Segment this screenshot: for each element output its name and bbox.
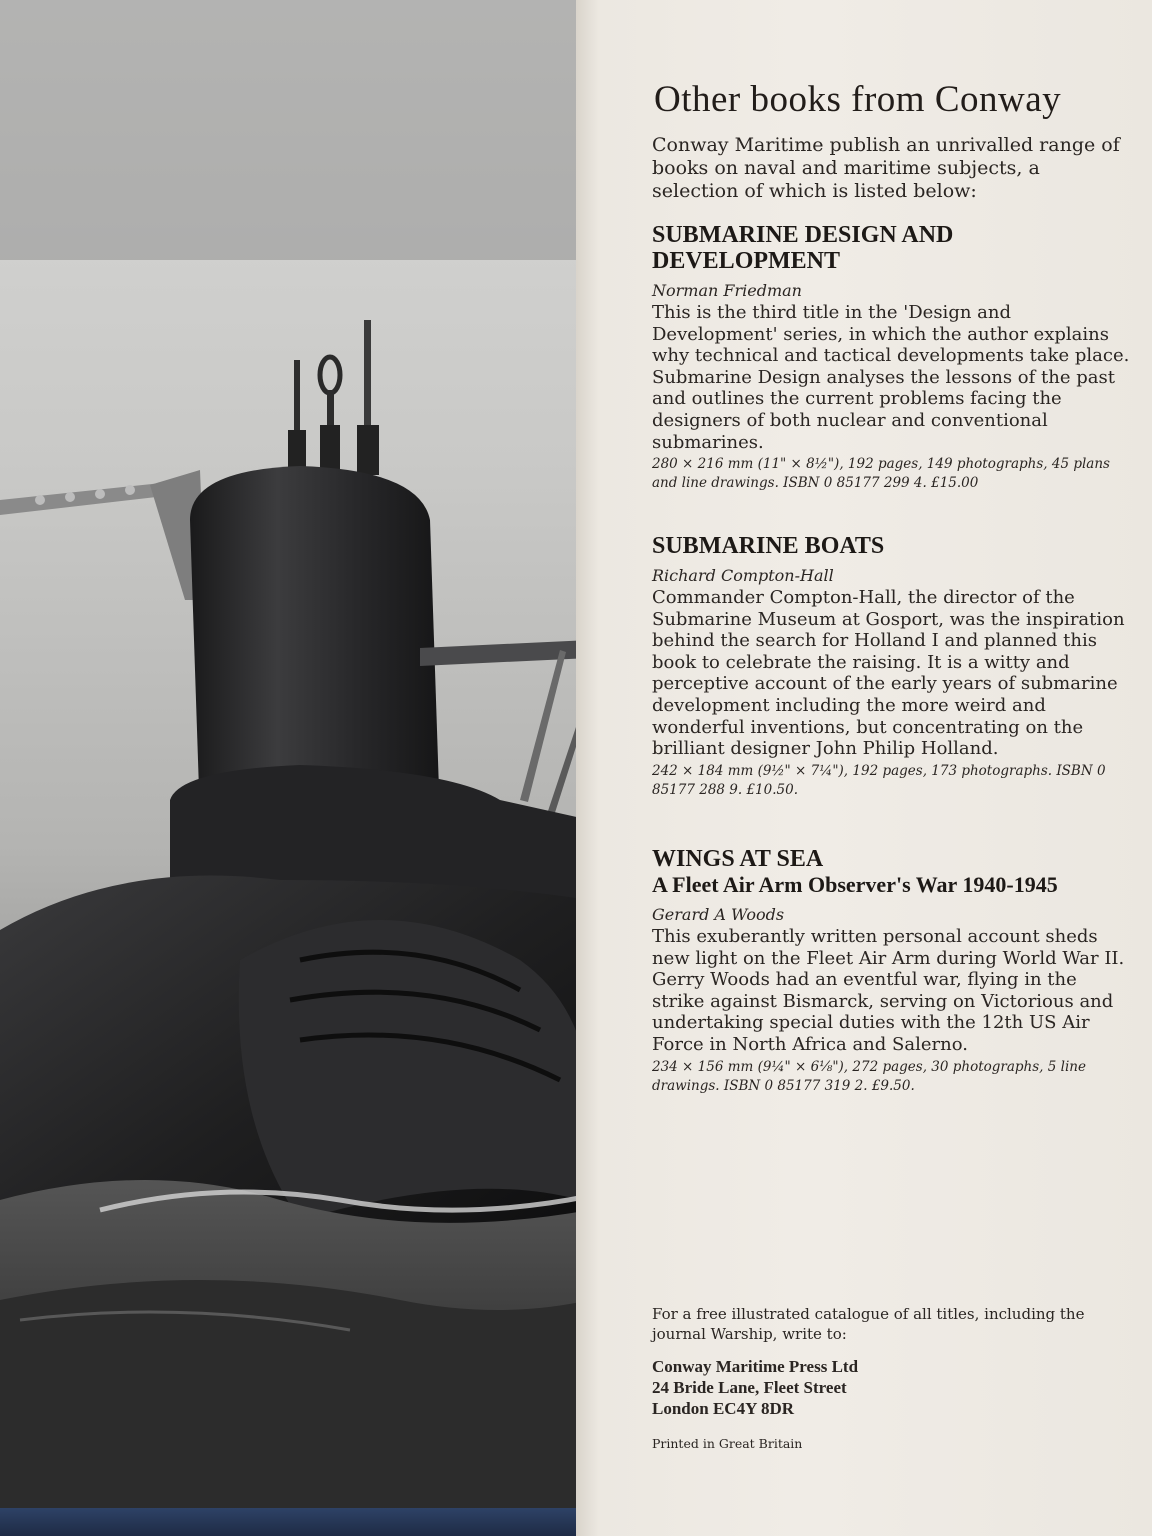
book-subtitle: A Fleet Air Arm Observer's War 1940-1945 [652,872,1058,897]
book-details: 234 × 156 mm (9¼" × 6⅛"), 272 pages, 30 photographs, 5 line drawings. ISBN 0 85177 319 2. £9.50. [652,1058,1086,1094]
catalogue-note: For a free illustrated catalogue of all titles, including the journal Warship, write to: [652,1305,1085,1343]
printed-note: Printed in Great Britain [652,1436,803,1451]
address-line: London EC4Y 8DR [652,1399,795,1418]
book-author: Gerard A Woods [652,905,785,924]
address-line: 24 Bride Lane, Fleet Street [652,1378,847,1397]
book-details: 242 × 184 mm (9½" × 7¼"), 192 pages, 173 photographs. ISBN 0 85177 288 9. £10.50. [652,762,1106,798]
catalogue-section [652,1304,1092,1419]
book-title: SUBMARINE BOATS [652,533,885,559]
text-page [576,0,1152,1536]
book-title: WINGS AT SEA [652,846,824,872]
intro-paragraph: Conway Maritime publish an unrivalled range of books on naval and maritime subjects, a selection of which is listed below: [652,134,1120,202]
book-title: SUBMARINE DESIGN AND DEVELOPMENT [652,222,954,274]
book-description: This exuberantly written personal account sheds new light on the Fleet Air Arm during World War II. Gerry Woods had an eventful war, flying in the strike against Bismarck, serving on Victorious and undertaking special duties with the 12th US Air Force in North Africa and Salerno. [652,926,1125,1055]
book-details: 280 × 216 mm (11" × 8½"), 192 pages, 149 photographs, 45 plans and line drawings. ISBN 0 85177 299 4. £15.00 [652,456,1110,492]
book-description: This is the third title in the 'Design and Development' series, in which the author explains why technical and tactical developments take place. Submarine Design analyses the lessons of the past and outlines the current problems facing the designers of both nuclear and conventional submarines. [652,302,1130,453]
book-author: Norman Friedman [652,281,802,300]
address-line: Conway Maritime Press Ltd [652,1357,859,1376]
book-binding-edge [0,1508,590,1536]
book-entry-wings-at-sea [652,846,1132,1096]
book-author: Richard Compton-Hall [652,566,834,585]
publisher-address [652,1356,1092,1419]
book-description: Commander Compton-Hall, the director of the Submarine Museum at Gosport, was the inspiration behind the search for Holland I and planned this book to celebrate the raising. It is a witty and perceptive account of the early years of submarine development including the more weird and wonderful inventions, but concentrating on the brilliant designer John Philip Holland. [652,587,1125,760]
page-title: Other books from Conway [654,79,1062,120]
book-entry-submarine-design [652,222,1132,493]
book-entry-submarine-boats [652,533,1132,800]
